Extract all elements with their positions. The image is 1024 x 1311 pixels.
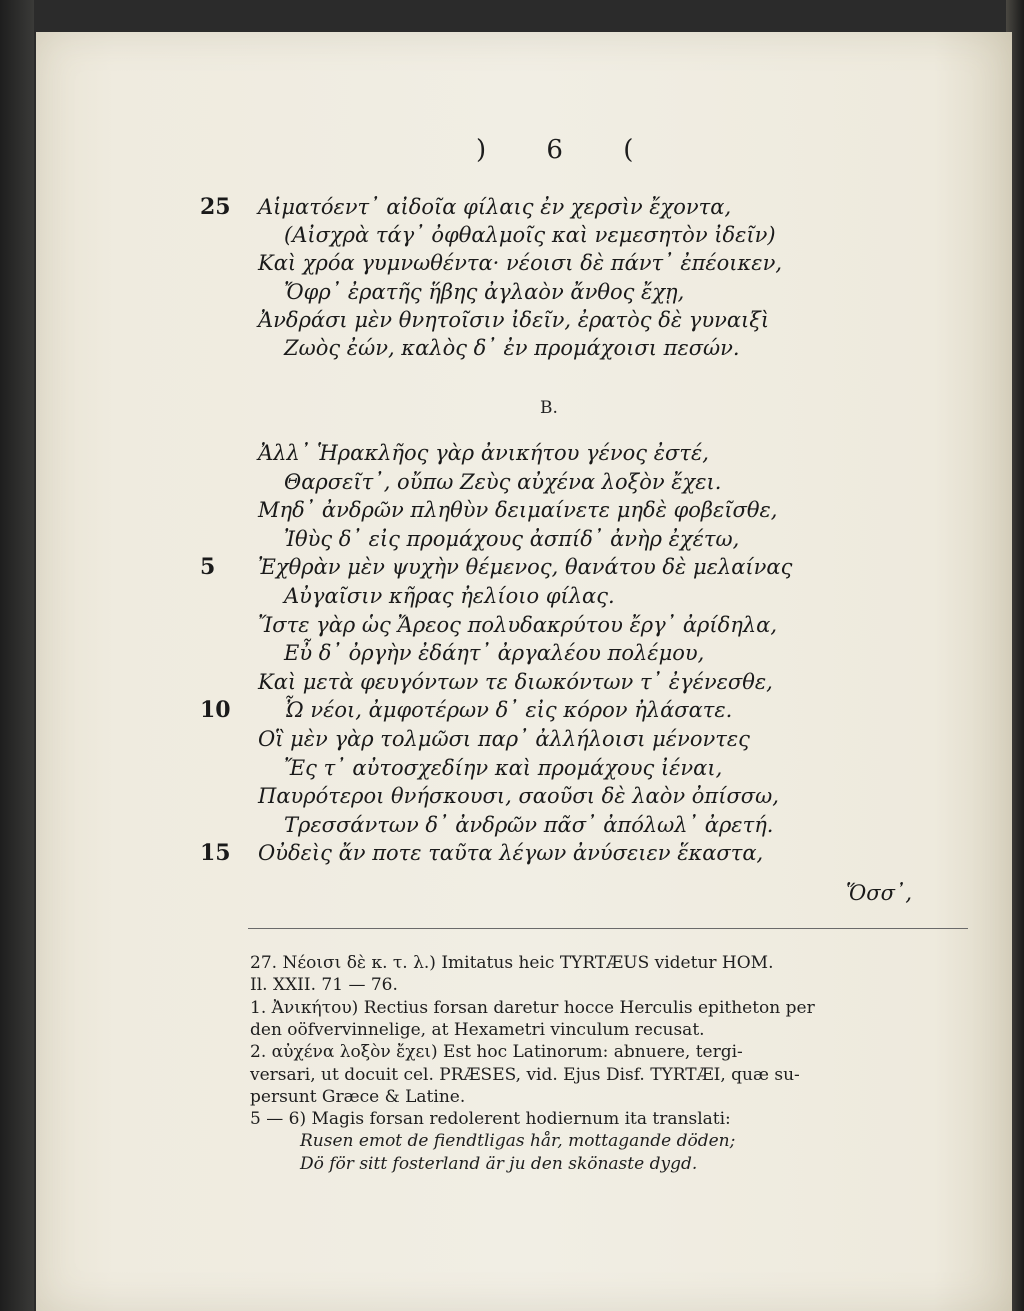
line-number: 15 — [200, 840, 231, 867]
verse-line: Ὄφρ᾽ ἐρατῆς ἥβης ἀγλαὸν ἄνθος ἔχῃ, — [284, 279, 685, 304]
verse-line: Τρεσσάντων δ᾽ ἀνδρῶν πᾶσ᾽ ἀπόλωλ᾽ ἀρετή. — [284, 812, 774, 837]
page-number: ) 6 ( — [476, 135, 660, 165]
verse-line: Ἀλλ᾽ Ἡρακλῆος γὰρ ἀνικήτου γένος ἐστέ, — [258, 441, 709, 465]
verse-line: Καὶ χρόα γυμνωθέντα· νέοισι δὲ πάντ᾽ ἐπέοικεν, — [258, 251, 783, 276]
line-number: 10 — [200, 697, 231, 724]
catchword: Ὅσσ᾽, — [846, 881, 913, 905]
verse-line: Ἔς τ᾽ αὐτοσχεδίην καὶ προμάχους ἰέναι, — [284, 755, 723, 780]
footnote-line: Dö för sitt fosterland är ju den skönaste dygd. — [300, 1153, 698, 1174]
footnote-line: Il. XXII. 71 — 76. — [250, 975, 398, 996]
footnote-line: Rusen emot de fiendtligas hår, mottagande döden; — [300, 1131, 736, 1152]
line-number: 25 — [200, 194, 231, 220]
verse-line: Ἴστε γὰρ ὡς Ἄρεος πολυδακρύτου ἔργ᾽ ἀρίδηλα, — [258, 612, 778, 637]
verse-line: Παυρότεροι θνήσκουσι, σαοῦσι δὲ λαὸν ὀπίσσω, — [258, 784, 779, 809]
footnote-line: 1. Ἀνικήτου) Rectius forsan daretur hocce Herculis epitheton per — [250, 997, 815, 1018]
verse-line: Θαρσεῖτ᾽, οὔπω Ζεὺς αὐχένα λοξὸν ἔχει. — [284, 469, 722, 494]
verse-line: (Αἰσχρὰ τάγ᾽ ὀφθαλμοῖς καὶ νεμεσητὸν ἰδεῖν) — [284, 223, 776, 248]
verse-line: Ἀνδράσι μὲν θνητοῖσιν ἰδεῖν, ἐρατὸς δὲ γυναιξὶ — [258, 307, 770, 332]
verse-line: Αἱματόεντ᾽ αἰδοῖα φίλαις ἐν χερσὶν ἔχοντα, — [258, 195, 732, 219]
footnote-line: persunt Græce & Latine. — [250, 1086, 466, 1107]
verse-line: Ζωὸς ἐών, καλὸς δ᾽ ἐν προμάχοισι πεσών. — [284, 336, 740, 360]
stanza-mark: B. — [540, 398, 558, 418]
footnote-line: versari, ut docuit cel. PRÆSES, vid. Ejus Disf. TYRTÆI, quæ su- — [250, 1064, 800, 1085]
line-number: 5 — [200, 554, 216, 581]
verse-line: Οὐδεὶς ἄν ποτε ταῦτα λέγων ἀνύσειεν ἕκαστα, — [258, 841, 764, 866]
book-binding-left — [0, 0, 34, 1311]
verse-line: Εὖ δ᾽ ὀργὴν ἐδάητ᾽ ἀργαλέου πολέμου, — [284, 641, 705, 666]
footnote-line: den oöfvervinnelige, at Hexametri vinculum recusat. — [250, 1019, 705, 1040]
verse-line: Ἐχθρὰν μὲν ψυχὴν θέμενος, θανάτου δὲ μελαίνας — [258, 555, 793, 580]
verse-line: Μηδ᾽ ἀνδρῶν πληθὺν δειμαίνετε μηδὲ φοβεῖσθε, — [258, 498, 778, 523]
footnote-line: 5 — 6) Magis forsan redolerent hodiernum ita translati: — [250, 1109, 731, 1130]
verse-line: Οἳ μὲν γὰρ τολμῶσι παρ᾽ ἀλλήλοισι μένοντες — [258, 727, 750, 751]
verse-line: Ἰθὺς δ᾽ εἰς προμάχους ἀσπίδ᾽ ἀνὴρ ἐχέτω, — [284, 526, 740, 551]
footnote-line: 2. αὐχένα λοξὸν ἔχει) Est hoc Latinorum: abnuere, tergi- — [250, 1042, 743, 1063]
verse-line: Ὦ νέοι, ἀμφοτέρων δ᾽ εἰς κόρον ἠλάσατε. — [284, 698, 733, 723]
verse-line: Αὐγαῖσιν κῆρας ἠελίοιο φίλας. — [284, 584, 615, 608]
verse-line: Καὶ μετὰ φευγόντων τε διωκόντων τ᾽ ἐγένεσθε, — [258, 669, 773, 694]
footnote-rule — [248, 928, 968, 929]
footnote-line: 27. Νέοισι δὲ κ. τ. λ.) Imitatus heic TYRTÆUS videtur HOM. — [250, 953, 774, 973]
